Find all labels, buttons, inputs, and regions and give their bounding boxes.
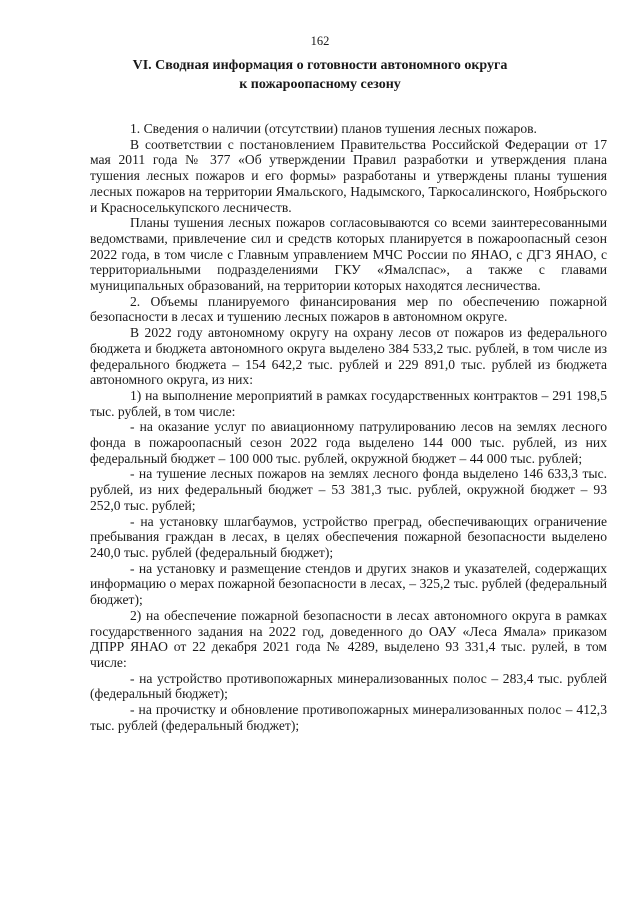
page-number: 162	[310, 34, 330, 48]
paragraph: 2) на обеспечение пожарной безопасности в лесах автономного округа в рамках государственного задания на 2022 год, доведенного до ОАУ «Леса Ямала» приказом ДПРР ЯНАО от 22 декабря 2021 года № 4289, выделено 93 331,4 тыс. рулей, в том числе:	[90, 607, 607, 670]
paragraph: 1) на выполнение мероприятий в рамках государственных контрактов – 291 198,5 тыс. рублей, в том числе:	[90, 387, 607, 419]
paragraph: - на тушение лесных пожаров на землях лесного фонда выделено 146 633,3 тыс. рублей, из них федеральный бюджет – 53 381,3 тыс. рублей, окружной бюджет – 93 252,0 тыс. рублей;	[90, 466, 607, 513]
paragraph: Планы тушения лесных пожаров согласовываются со всеми заинтересованными ведомствами, привлечение сил и средств которых планируется в пожароопасный сезон 2022 года, в том числе с Главным управлением МЧС России по ЯНАО, с ДГЗ ЯНАО, с территориальными подразделениями ГКУ «Ямалспас», а также с главами муниципальных образований, на территории которых находятся лесничества.	[90, 215, 607, 294]
body-text	[90, 121, 607, 733]
paragraph: - на установку и размещение стендов и других знаков и указателей, содержащих информацию о мерах пожарной безопасности в лесах, – 325,2 тыс. рублей (федеральный бюджет);	[90, 560, 607, 608]
paragraph: - на оказание услуг по авиационному патрулированию лесов на землях лесного фонда в пожароопасный сезон 2022 года выделено 144 000 тыс. рублей, из них федеральный бюджет – 100 000 тыс. рублей, окружной бюджет – 44 000 тыс. рублей;	[90, 419, 607, 466]
paragraph: - на установку шлагбаумов, устройство преград, обеспечивающих ограничение пребывания граждан в лесах, в целях обеспечения пожарной безопасности выделено 240,0 тыс. рублей (федеральный бюджет);	[90, 513, 607, 560]
paragraph: 2. Объемы планируемого финансирования мер по обеспечению пожарной безопасности в лесах и тушению лесных пожаров в автономном округе.	[90, 293, 607, 325]
section-heading-line-2: к пожароопасному сезону	[239, 77, 401, 92]
paragraph: В 2022 году автономному округу на охрану лесов от пожаров из федерального бюджета и бюджета автономного округа выделено 384 533,2 тыс. рублей, в том числе из федерального бюджета – 154 642,2 тыс. рублей и 229 891,0 тыс. рублей из бюджета автономного округа, из них:	[90, 325, 607, 388]
section-heading-line-1: VI. Сводная информация о готовности автономного округа	[132, 58, 508, 73]
section-heading	[110, 56, 530, 94]
paragraph: - на прочистку и обновление противопожарных минерализованных полос – 412,3 тыс. рублей (федеральный бюджет);	[90, 702, 607, 733]
paragraph: В соответствии с постановлением Правительства Российской Федерации от 17 мая 2011 года № 377 «Об утверждении Правил разработки и утверждения плана тушения лесных пожаров и его формы» разработаны и утверждены планы тушения лесных пожаров на территории Ямальского, Надымского, Таркосалинского, Ноябрьского и Красноселькупского лесничеств.	[90, 136, 607, 215]
paragraph: - на устройство противопожарных минерализованных полос – 283,4 тыс. рублей (федеральный бюджет);	[90, 670, 607, 702]
paragraph: 1. Сведения о наличии (отсутствии) планов тушения лесных пожаров.	[130, 121, 537, 136]
